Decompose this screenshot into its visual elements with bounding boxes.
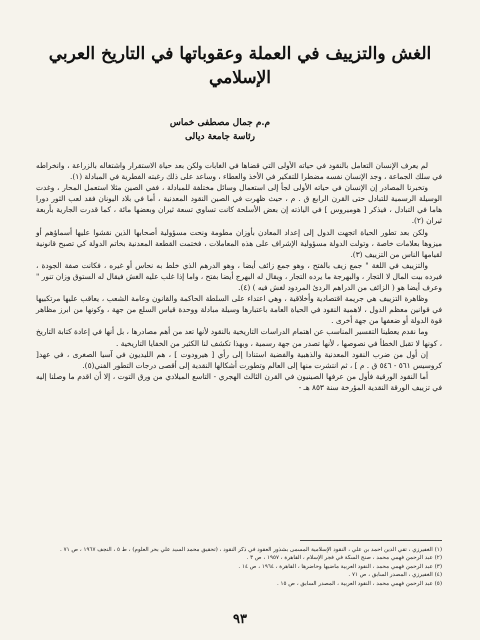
title-line-2: الإسلامي	[208, 68, 272, 88]
paragraph: ولكن بعد تطور الحياة اتجهت الدول إلى إعداد المعادن بأوزان مطومة ونحت مسؤولية أصحابها الذين نقشوا عليها أسماؤهم أو ميزوها بعلامات خاصة ، وتولت الدولة مسؤولية الإشراف على هذه المعاملات ، فختمت القطعة المعدنية بخاتم الدولة كي تصبح قانونية لقيامها الناس من التزييف (٣).	[36, 227, 442, 259]
footnotes	[36, 546, 442, 588]
paragraph: إن أول من ضرب النقود المعدنية والذهبية والفضية استنادا إلى رأي [ هيرودوت ] ، هم الليديون في آسيا الصغرى ، في عهد[ كروسيس ٥٦١ - ٥٤٦ ق . م ] ، ثم انتشرت منها إلى العالم وتطورت أشكالها النقدية إلى أقصى درجات التطور الفني(٥).	[36, 349, 442, 370]
paragraph: والتزييف في اللغة " جمع زيف بالفتح ، وهو جمع زائف أيضا ، وهو الدرهم الذي خلط به نحاس أو غيره ، فكانت صفة الجودة ، فيرده بيت المال لا التجار ، والبهرجة ما يرده التجار ، ويقال له البهرج أيضا بفتح ، واما إذا غلب عليه الغش فيقال له الستوق وزان تنور " وعرف أيضا هو ( الزائف من الدراهم الردئ المردود لغش فيه ) (٤).	[36, 260, 442, 293]
page-number: ٩٣	[233, 612, 247, 627]
body-text	[36, 160, 442, 393]
footnote: (٢) عبد الرحمن فهمي محمد ، صنج السكة في فجر الإسلام ، القاهرة ، ١٩٥٧ ، ص ٣ .	[246, 555, 442, 562]
paragraph: لم يعرف الإنسان التعامل بالنقود في حياته الأولى التي قضاها في الغابات ولكن بعد حياة الاستقرار واشتغاله بالزراعة ، وانخراطه في سلك الجماعة ، وجد الإنسان نفسه مضطرا للتفكير في الأخذ والعطاء ، وساعد على ذلك رغبته الفطرية في المبادلة (١).	[36, 161, 442, 182]
paragraph: وتخبرنا المصادر إن الإنسان في حياته الأولى لجأ إلى استعمال وسائل مختلفة للمبادلة ، ففي الصين مثلا استعمل المحار ، وغدت الوسيلة الرسمية للتبادل حتى القرن الرابع ق . م ، حيث ظهرت في الصين النقود المعدنية ، أما في بلاد اليونان فقد لعب الثور دورا هاما في التبادل ، فيذكر [ هوميروس ] في الياذته إن بعض الأسلحة كانت تساوي تسعة ثيران وبعضها مائة ، كما قدرت الجارية بأربعة ثيران (٢).	[36, 183, 442, 226]
author-affiliation: رئاسة جامعة ديالى	[184, 132, 256, 142]
footnote-divider	[300, 540, 442, 541]
footnote: (٥) عبد الرحمن فهمي محمد ، النقود العربية ، المصدر السابق ، ص ١٥ .	[276, 580, 442, 587]
paragraph: أما النقود الورقية فأول من عرفها الصينيون في القرن الثالث الهجري - التاسع الميلادي من ورق التوت ، إلا أن اقدم ما وصلنا إليه في تزييف الورقة النقدية المؤرخة سنة ٨٥٣ هـ -	[36, 371, 442, 392]
footnote: (١) الغفيرزي ، تقي الدين احمد بن علي ، النقود الإسلامية المسمى بشذور العقود في ذكر النقود ، (تحقيق محمد السيد علي بحر العلوم) ، ط ٥ ، النجف ١٩٦٧ ، ص ٧١ .	[60, 547, 442, 553]
footnote: (٣) عبد الرحمن فهمي محمد ، النقود العربية ماضيها وحاضرها ، القاهرة ، ١٩٦٤ ، ص ١٤ .	[238, 563, 442, 570]
paragraph: وما نقدم يعطينا التفسير المناسب عن اهتمام الدراسات التاريخية بالنقود لأنها تعد من أهم مصادرها ، بل أنها في إعادة كتابة التاريخ ، كونها لا تقبل الخطأ في نصوصها ، لأنها تصدر من جهة رسمية ، وبهذا تكشف لنا الكثير من الخفايا التاريخية .	[36, 327, 442, 348]
author-name: م.م جمال مصطفى خماس	[169, 118, 271, 128]
paragraph: وظاهرة التزييف هي جريمة اقتصادية وأخلاقية ، وهي اعتداء على السلطة الحاكمة والقانون وعامة الشعب ، يعاقب عليها مرتكبيها في قوانين معظم الدول ، لاهمية النقود في الحياة العامة باعتبارها وسيلة مبادلة ووحدة قياس السلع من جهة ، وكونها من ابرز مظاهر قوة الدولة أو ضعفها من جهة أخرى .	[36, 294, 442, 326]
title-line-1: الغش والتزييف في العملة وعقوباتها في التاريخ العربي	[48, 44, 432, 64]
footnote: (٤) الغفيرزي ، المصدر السابق ، ص ٧١ .	[348, 572, 442, 579]
author-block	[110, 116, 330, 144]
document-title	[40, 42, 440, 90]
